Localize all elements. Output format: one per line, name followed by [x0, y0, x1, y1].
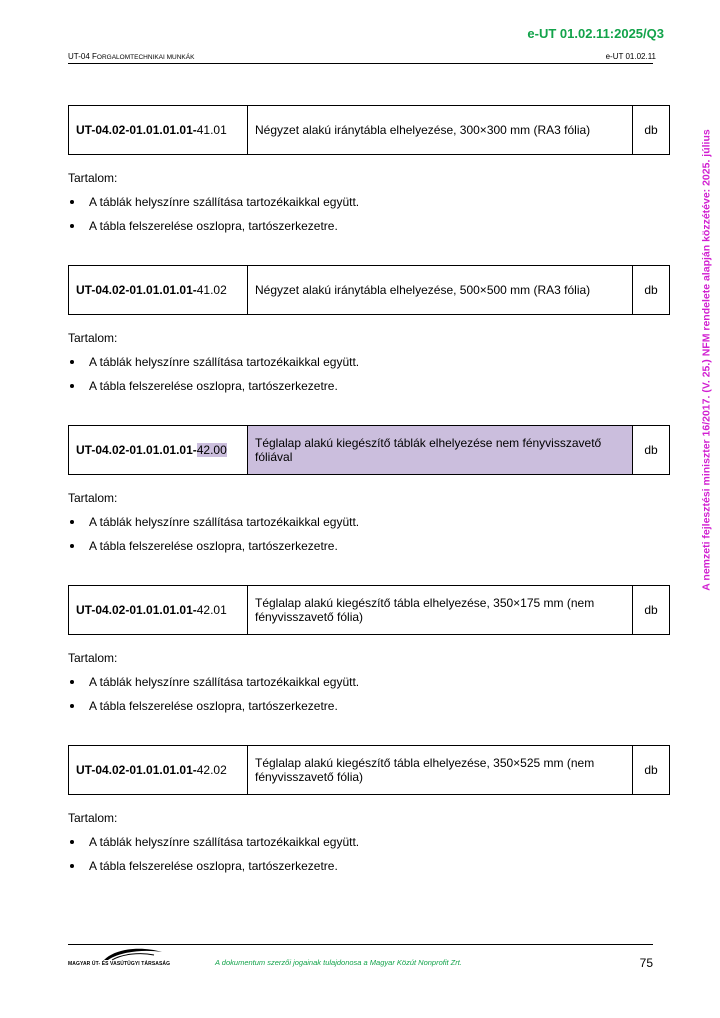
item-42-02 — [68, 745, 670, 873]
item-table — [68, 745, 670, 795]
item-code-suffix: 41.01 — [196, 123, 227, 137]
item-unit: db — [633, 106, 670, 155]
item-code-prefix: UT-04.02-01.01.01.01- — [76, 763, 197, 777]
section-title — [68, 52, 194, 61]
item-table — [68, 105, 670, 155]
item-code — [69, 586, 248, 635]
item-unit: db — [633, 266, 670, 315]
contents-label: Tartalom: — [68, 331, 118, 345]
list-item: A tábla felszerelése oszlopra, tartószerkezetre. — [68, 539, 670, 553]
contents-label: Tartalom: — [68, 171, 118, 185]
logo-text: MAGYAR ÚT- ÉS VASÚTÜGYI TÁRSASÁG — [68, 961, 171, 967]
item-code — [69, 746, 248, 795]
item-code-prefix: UT-04.02-01.01.01.01- — [76, 603, 197, 617]
document-short-code: e-UT 01.02.11 — [605, 52, 656, 61]
list-item: A tábla felszerelése oszlopra, tartószerkezetre. — [68, 219, 670, 233]
item-code-prefix: UT-04.02-01.01.01.01- — [76, 283, 197, 297]
item-description: Téglalap alakú kiegészítő tábla elhelyezése, 350×175 mm (nem fényvisszavető fólia) — [248, 586, 633, 635]
item-code — [69, 266, 248, 315]
item-code-prefix: UT-04.02-01.01.01.01- — [76, 443, 197, 457]
item-code-suffix: 42.01 — [196, 603, 227, 617]
table-row — [69, 106, 670, 155]
item-description: Téglalap alakú kiegészítő táblák elhelyezése nem fényvisszavető fóliával — [248, 426, 633, 475]
footer-divider — [68, 944, 653, 945]
item-unit: db — [633, 586, 670, 635]
item-table — [68, 265, 670, 315]
list-item: A tábla felszerelése oszlopra, tartószerkezetre. — [68, 859, 670, 873]
item-code — [69, 426, 248, 475]
contents-label: Tartalom: — [68, 811, 118, 825]
item-42-00 — [68, 425, 670, 553]
contents-list — [68, 835, 670, 873]
item-code-prefix: UT-04.02-01.01.01.01- — [76, 123, 197, 137]
item-code-suffix: 42.00 — [196, 443, 227, 457]
side-publication-note: A nemzeti fejlesztési miniszter 16/2017. (V. 25.) NFM rendelete alapján közzétéve: 2025. július — [700, 129, 712, 591]
table-row — [69, 266, 670, 315]
copyright-note: A dokumentum szerzői jogainak tulajdonosa a Magyar Közút Nonprofit Zrt. — [215, 958, 462, 967]
item-table — [68, 585, 670, 635]
item-code-suffix: 41.02 — [196, 283, 227, 297]
organization-logo — [68, 946, 171, 970]
contents-label: Tartalom: — [68, 491, 118, 505]
contents-list — [68, 515, 670, 553]
list-item: A táblák helyszínre szállítása tartozékaikkal együtt. — [68, 355, 670, 369]
list-item: A táblák helyszínre szállítása tartozékaikkal együtt. — [68, 515, 670, 529]
table-row — [69, 586, 670, 635]
list-item: A táblák helyszínre szállítása tartozékaikkal együtt. — [68, 195, 670, 209]
page-number: 75 — [639, 956, 653, 970]
item-41-02 — [68, 265, 670, 393]
contents-list — [68, 195, 670, 233]
item-table — [68, 425, 670, 475]
item-unit: db — [633, 426, 670, 475]
table-row — [69, 426, 670, 475]
document-code: e-UT 01.02.11:2025/Q3 — [527, 26, 664, 41]
item-code — [69, 106, 248, 155]
item-42-01 — [68, 585, 670, 713]
contents-label: Tartalom: — [68, 651, 118, 665]
item-description: Négyzet alakú iránytábla elhelyezése, 300×300 mm (RA3 fólia) — [248, 106, 633, 155]
item-code-suffix: 42.02 — [196, 763, 227, 777]
header-divider — [68, 63, 653, 64]
section-title-rest: ORGALOMTECHNIKAI MUNKÁK — [96, 54, 195, 61]
item-unit: db — [633, 746, 670, 795]
logo-swoosh-icon — [102, 946, 164, 962]
contents-list — [68, 675, 670, 713]
item-description: Téglalap alakú kiegészítő tábla elhelyezése, 350×525 mm (nem fényvisszavető fólia) — [248, 746, 633, 795]
list-item: A tábla felszerelése oszlopra, tartószerkezetre. — [68, 699, 670, 713]
item-description: Négyzet alakú iránytábla elhelyezése, 500×500 mm (RA3 fólia) — [248, 266, 633, 315]
item-41-01 — [68, 105, 670, 233]
list-item: A táblák helyszínre szállítása tartozékaikkal együtt. — [68, 675, 670, 689]
table-row — [69, 746, 670, 795]
list-item: A táblák helyszínre szállítása tartozékaikkal együtt. — [68, 835, 670, 849]
section-title-prefix: UT-04 F — [68, 52, 97, 61]
list-item: A tábla felszerelése oszlopra, tartószerkezetre. — [68, 379, 670, 393]
contents-list — [68, 355, 670, 393]
